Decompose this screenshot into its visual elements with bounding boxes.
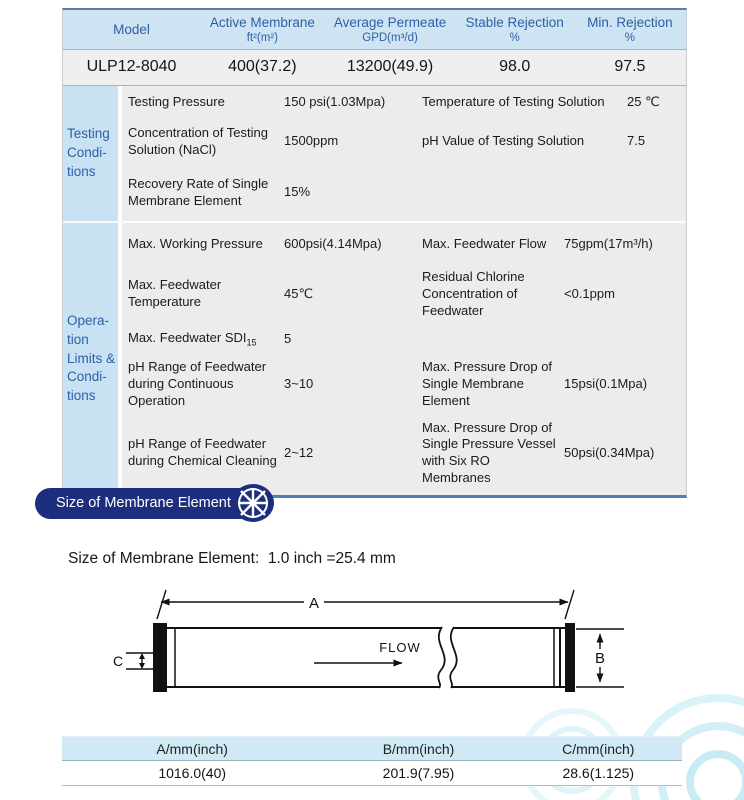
spec-label bbox=[122, 330, 284, 349]
spec-value: 1500ppm bbox=[284, 133, 339, 149]
column-label: Stable Rejection bbox=[465, 15, 564, 30]
table-row bbox=[122, 325, 686, 354]
arrowhead bbox=[139, 653, 145, 659]
spec-label: Max. Working Pressure bbox=[128, 236, 263, 252]
size-col-c-header: C/mm(inch) bbox=[562, 740, 635, 757]
spec-value: 75gpm(17m³/h) bbox=[564, 236, 653, 252]
column-label: Min. Rejection bbox=[587, 15, 673, 30]
min-rejection-value: 97.5 bbox=[614, 58, 646, 75]
pinwheel-icon bbox=[231, 483, 275, 523]
column-label: Active Membrane bbox=[209, 15, 315, 30]
arrowhead bbox=[139, 663, 145, 669]
column-unit: % bbox=[509, 32, 520, 44]
spec-label: Residual Chlorine Concentration of Feedwater bbox=[422, 268, 525, 318]
testing-conditions-section bbox=[63, 85, 686, 221]
table-row bbox=[122, 415, 686, 493]
extension-line bbox=[565, 590, 574, 619]
spec-label: pH Value of Testing Solution bbox=[422, 133, 585, 149]
left-end-cap bbox=[153, 623, 167, 692]
spec-label: Testing Pressure bbox=[128, 94, 225, 109]
spec-table bbox=[62, 8, 687, 498]
size-table-row bbox=[62, 761, 682, 786]
table-row bbox=[122, 354, 686, 415]
spec-value: 5 bbox=[284, 330, 292, 346]
spec-label: Max. Feedwater Temperature bbox=[128, 277, 222, 310]
dimension-label-a: A bbox=[308, 595, 320, 612]
table-row bbox=[122, 264, 686, 325]
header-cell-active-membrane bbox=[200, 15, 325, 45]
spec-label: pH Range of Feedwater during Continuous Operation bbox=[128, 358, 267, 408]
spec-value: 25 ℃ bbox=[627, 94, 660, 109]
spec-label: Recovery Rate of Single Membrane Element bbox=[128, 176, 269, 208]
size-value-a: 1016.0(40) bbox=[158, 765, 227, 781]
table-row bbox=[122, 226, 686, 264]
spec-value: <0.1ppm bbox=[564, 285, 615, 301]
stable-rejection-value: 98.0 bbox=[499, 58, 531, 75]
spec-value: 45℃ bbox=[284, 285, 314, 301]
header-cell-average-permeate bbox=[325, 15, 456, 45]
header-cell-stable-rejection bbox=[455, 15, 573, 45]
size-value-b: 201.9(7.95) bbox=[382, 765, 455, 781]
spec-label-text: Max. Feedwater SDI bbox=[128, 329, 247, 345]
badge-label: Size of Membrane Element bbox=[56, 495, 231, 511]
spec-value: 3~10 bbox=[284, 375, 314, 391]
column-label: Average Permeate bbox=[333, 15, 447, 30]
spec-label: Max. Feedwater Flow bbox=[422, 236, 547, 252]
size-value-c: 28.6(1.125) bbox=[562, 765, 635, 781]
dimension-label-b: B bbox=[594, 650, 606, 667]
model-row bbox=[63, 49, 686, 85]
header-cell-model bbox=[63, 15, 200, 45]
table-row bbox=[122, 116, 686, 168]
size-col-a-header: A/mm(inch) bbox=[156, 740, 228, 757]
spec-label: Concentration of Testing Solution (NaCl) bbox=[128, 125, 268, 157]
column-unit: ft²(m²) bbox=[246, 32, 278, 44]
size-subtitle: Size of Membrane Element: 1.0 inch =25.4 mm bbox=[68, 550, 396, 567]
membrane-element-diagram bbox=[62, 583, 682, 718]
watermark-circle bbox=[686, 750, 744, 800]
table-row bbox=[122, 168, 686, 218]
operation-limits-content bbox=[122, 223, 686, 495]
model-value: ULP12-8040 bbox=[86, 58, 177, 75]
column-unit: GPD(m³/d) bbox=[362, 32, 418, 44]
size-table-header bbox=[62, 736, 682, 761]
spec-value: 2~12 bbox=[284, 444, 314, 460]
spec-value: 15psi(0.1Mpa) bbox=[564, 375, 648, 391]
spec-label: Temperature of Testing Solution bbox=[422, 94, 605, 109]
spec-label: Max. Pressure Drop of Single Membrane Element bbox=[422, 358, 553, 408]
column-unit: % bbox=[624, 32, 635, 44]
spec-table-header bbox=[63, 10, 686, 49]
dimension-label-c: C bbox=[112, 653, 124, 669]
spec-value: 15% bbox=[284, 184, 311, 200]
flow-label: FLOW bbox=[379, 640, 421, 655]
active-membrane-value: 400(37.2) bbox=[228, 58, 297, 75]
spec-value: 7.5 bbox=[627, 133, 646, 149]
size-section-badge bbox=[35, 488, 271, 519]
spec-value: 150 psi(1.03Mpa) bbox=[284, 94, 386, 109]
operation-limits-section bbox=[63, 221, 686, 495]
spec-label: pH Range of Feedwater during Chemical Cleaning bbox=[128, 436, 277, 469]
testing-conditions-content bbox=[122, 86, 686, 221]
section-label-testing-conditions: Testing Condi-tions bbox=[63, 86, 122, 221]
size-col-b-header: B/mm(inch) bbox=[382, 740, 455, 757]
size-table bbox=[62, 736, 682, 786]
spec-value: 600psi(4.14Mpa) bbox=[284, 236, 382, 252]
section-label-operation-limits: Opera-tion Limits & Condi-tions bbox=[63, 223, 122, 495]
average-permeate-value: 13200(49.9) bbox=[346, 58, 434, 75]
spec-value: 50psi(0.34Mpa) bbox=[564, 444, 655, 460]
spec-label: Max. Pressure Drop of Single Pressure Vessel with Six RO Membranes bbox=[422, 419, 556, 486]
sdi-subscript: 15 bbox=[246, 337, 257, 348]
membrane-body bbox=[160, 628, 570, 687]
extension-line bbox=[157, 590, 166, 619]
table-row bbox=[122, 89, 686, 116]
column-label: Model bbox=[113, 22, 150, 37]
right-end-cap bbox=[565, 623, 575, 692]
header-cell-min-rejection bbox=[574, 15, 686, 45]
